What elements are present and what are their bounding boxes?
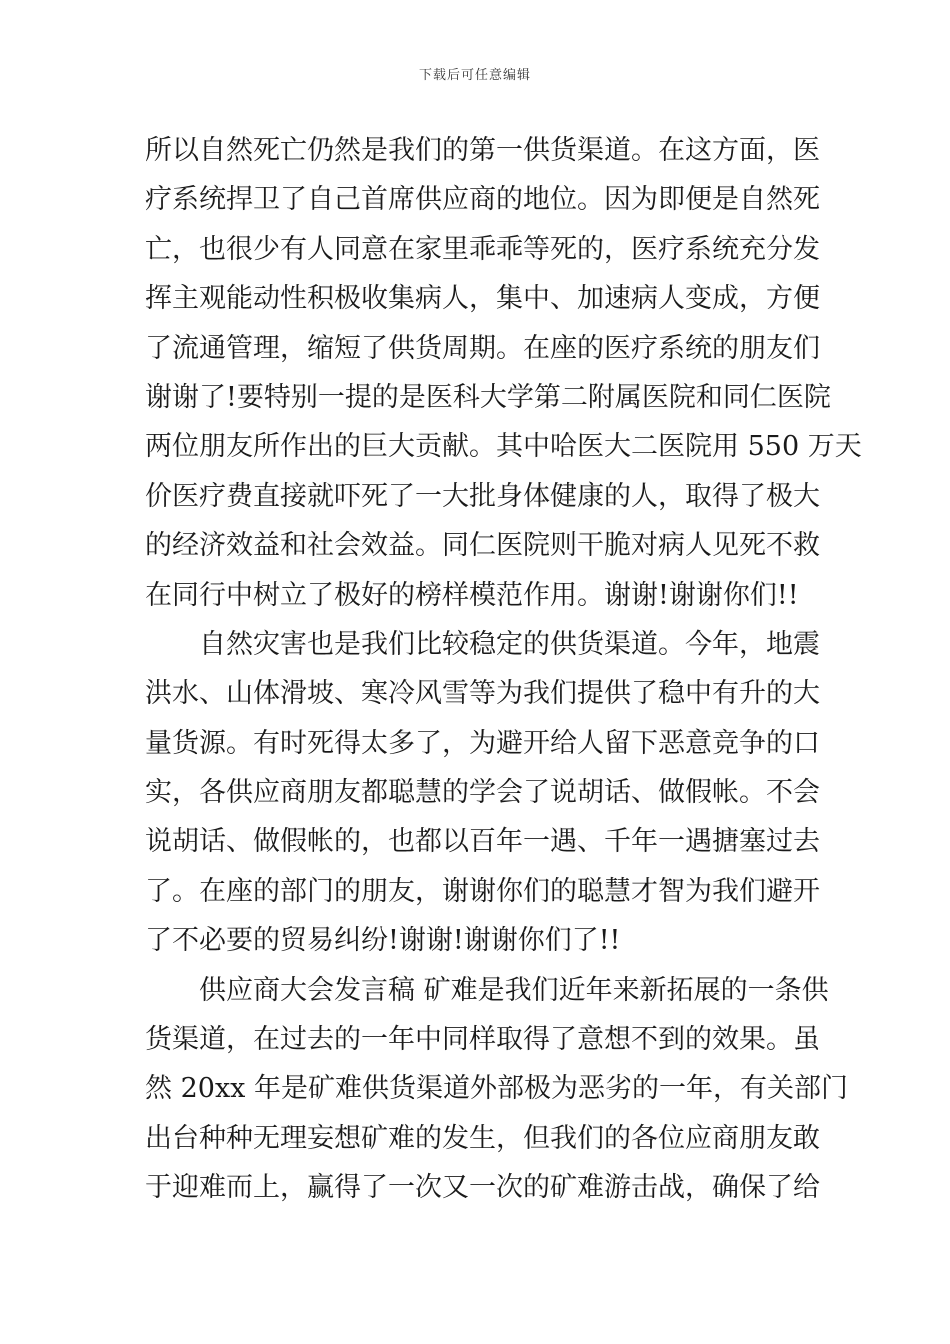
text-line: 洪水、山体滑坡、寒冷风雪等为我们提供了稳中有升的大: [145, 678, 820, 710]
text-line: 实，各供应商朋友都聪慧的学会了说胡话、做假帐。不会: [145, 777, 820, 809]
paragraph-3: [145, 966, 848, 1213]
text-line: 货渠道，在过去的一年中同样取得了意想不到的效果。虽: [145, 1024, 820, 1056]
text-line: 于迎难而上，赢得了一次又一次的矿难游击战，确保了给: [145, 1172, 820, 1204]
text-line: 两位朋友所作出的巨大贡献。其中哈医大二医院用 550 万天: [145, 431, 862, 463]
text-line: 出台种种无理妄想矿难的发生，但我们的各位应商朋友敢: [145, 1122, 820, 1154]
text-line: 所以自然死亡仍然是我们的第一供货渠道。在这方面，医: [145, 135, 820, 166]
text-line: 说胡话、做假帐的，也都以百年一遇、千年一遇搪塞过去: [145, 826, 820, 858]
paragraph-2: [145, 620, 820, 966]
text-line: 亡，也很少有人同意在家里乖乖等死的，医疗系统充分发: [145, 233, 820, 265]
text-line: 疗系统捍卫了自己首席供应商的地位。因为即便是自然死: [145, 184, 820, 216]
document-body: [145, 126, 862, 1213]
text-line: 了。在座的部门的朋友，谢谢你们的聪慧才智为我们避开: [145, 875, 820, 907]
text-line: 挥主观能动性积极收集病人，集中、加速病人变成，方便: [145, 283, 820, 315]
text-line: 供应商大会发言稿 矿难是我们近年来新拓展的一条供: [145, 974, 829, 1006]
paragraph-1: [145, 126, 862, 620]
text-line: 的经济效益和社会效益。同仁医院则干脆对病人见死不救: [145, 530, 820, 562]
text-line: 然 20xx 年是矿难供货渠道外部极为恶劣的一年，有关部门: [145, 1073, 848, 1105]
text-line: 自然灾害也是我们比较稳定的供货渠道。今年，地震: [145, 628, 820, 660]
text-line: 了流通管理，缩短了供货周期。在座的医疗系统的朋友们: [145, 332, 820, 364]
page-header-note: 下载后可任意编辑: [418, 68, 531, 83]
text-line: 在同行中树立了极好的榜样模范作用。谢谢!谢谢你们!!: [145, 579, 799, 611]
text-line: 量货源。有时死得太多了，为避开给人留下恶意竞争的口: [145, 727, 820, 759]
text-line: 价医疗费直接就吓死了一大批身体健康的人，取得了极大: [145, 480, 820, 512]
text-line: 谢谢了!要特别一提的是医科大学第二附属医院和同仁医院: [145, 381, 831, 413]
text-line: 了不必要的贸易纠纷!谢谢!谢谢你们了!!: [145, 925, 621, 957]
